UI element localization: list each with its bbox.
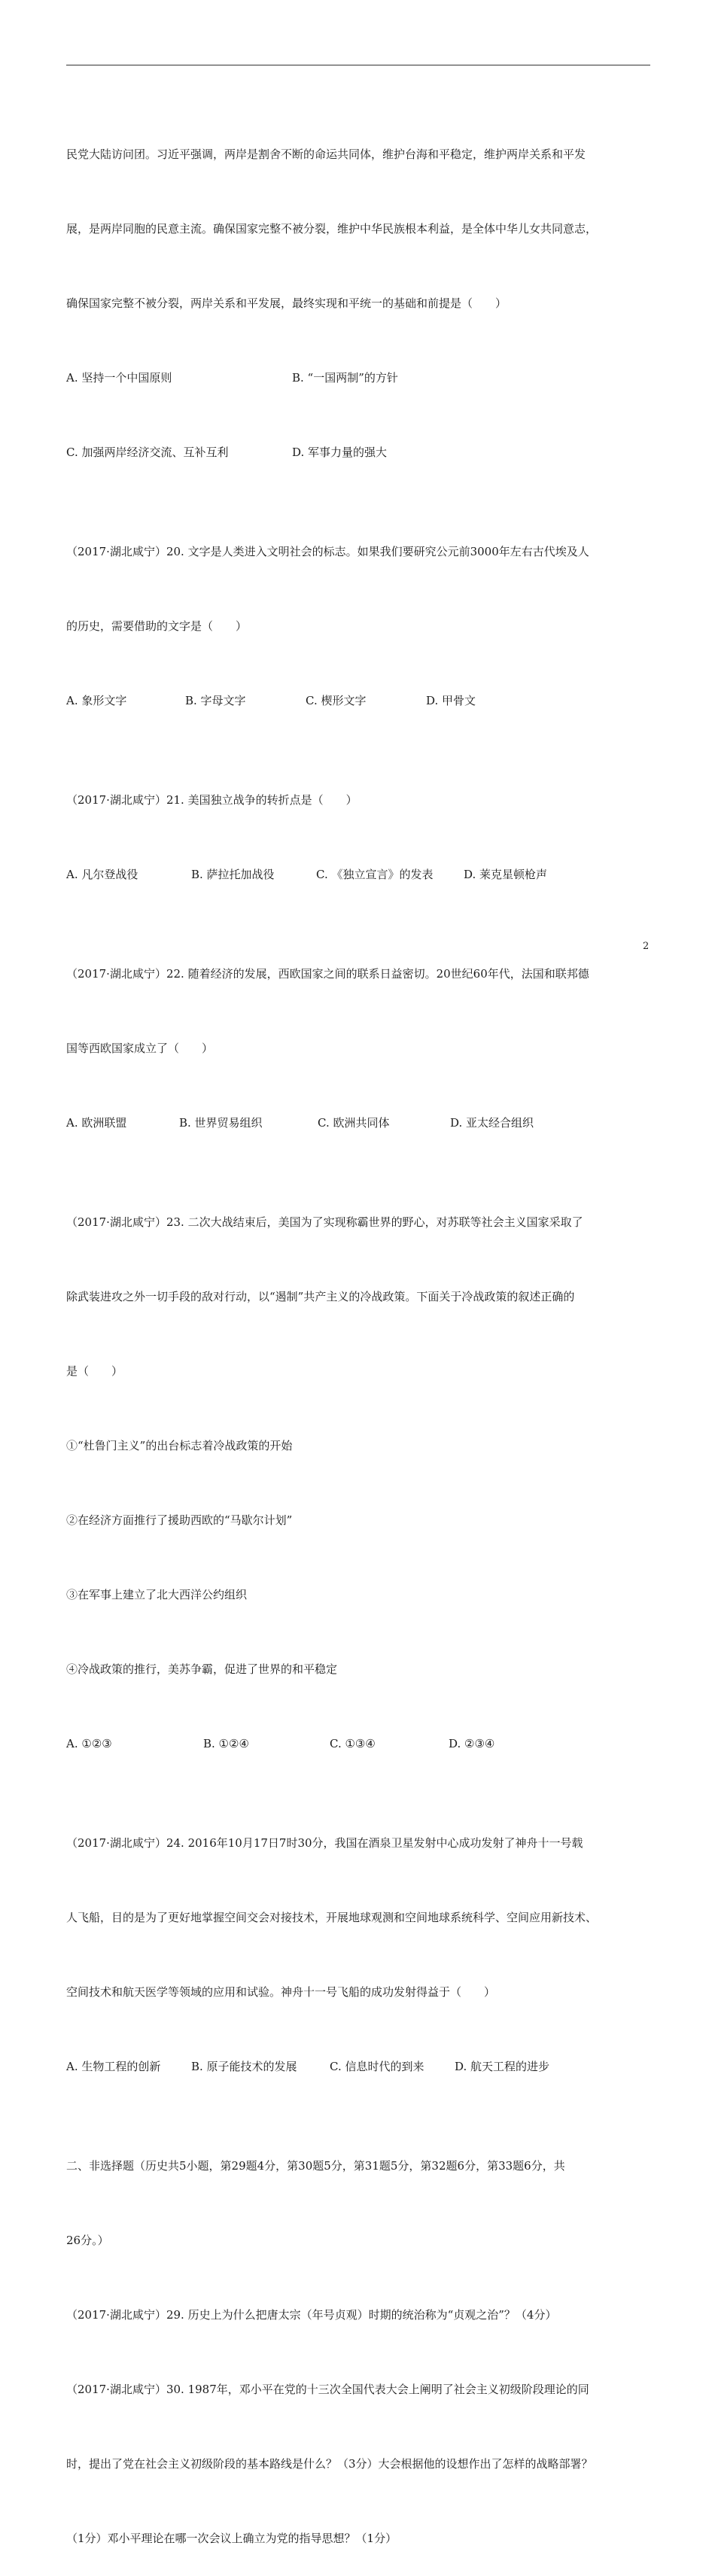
q22-options — [66, 1111, 661, 1136]
question-21: （2017·湖北咸宁）21. 美国独立战争的转折点是（ ） — [66, 793, 358, 807]
option: B. 原子能技术的发展 — [191, 2060, 297, 2073]
statement-2: ②在经济方面推行了援助西欧的“马歇尔计划” — [66, 1513, 293, 1527]
text-line: 是（ ） — [66, 1364, 123, 1378]
question-20: （2017·湖北咸宁）20. 文字是人类进入文明社会的标志。如果我们要研究公元前3000年左右古代埃及人 — [66, 545, 589, 558]
question-30: （2017·湖北咸宁）30. 1987年，邓小平在党的十三次全国代表大会上阐明了社会主义初级阶段理论的同 — [66, 2383, 589, 2396]
q23-options — [66, 1732, 661, 1756]
question-23: （2017·湖北咸宁）23. 二次大战结束后，美国为了实现称霸世界的野心，对苏联等社会主义国家采取了 — [66, 1215, 583, 1229]
option: D. ②③④ — [449, 1737, 495, 1750]
text-line: 民党大陆访问团。习近平强调，两岸是割舍不断的命运共同体，维护台海和平稳定，维护两岸关系和平发 — [66, 148, 586, 161]
option: D. 甲骨文 — [426, 694, 476, 707]
page-content — [66, 93, 661, 2576]
option: C. 加强两岸经济交流、互补互利 — [66, 446, 229, 459]
option: C. 信息时代的到来 — [330, 2060, 424, 2073]
statement-4: ④冷战政策的推行，美苏争霸，促进了世界的和平稳定 — [66, 1662, 338, 1676]
statement-1: ①“杜鲁门主义”的出台标志着冷战政策的开始 — [66, 1439, 293, 1452]
text-line: 确保国家完整不被分裂，两岸关系和平发展，最终实现和平统一的基础和前提是（ ） — [66, 297, 507, 310]
page-number: 2 — [643, 941, 650, 952]
option: B. 萨拉托加战役 — [191, 868, 275, 881]
option: B. 世界贸易组织 — [179, 1116, 263, 1130]
option: A. 欧洲联盟 — [66, 1116, 127, 1130]
question-29: （2017·湖北咸宁）29. 历史上为什么把唐太宗（年号贞观）时期的统治称为“贞观之治”？（4分） — [66, 2308, 557, 2322]
text-line: 国等西欧国家成立了（ ） — [66, 1042, 214, 1055]
text-line: 除武装进攻之外一切手段的敌对行动，以“遏制”共产主义的冷战政策。下面关于冷战政策的叙述正确的 — [66, 1290, 575, 1303]
option: B. 字母文字 — [185, 694, 246, 707]
question-24: （2017·湖北咸宁）24. 2016年10月17日7时30分，我国在酒泉卫星发射中心成功发射了神舟十一号载 — [66, 1836, 583, 1850]
option: D. 亚太经合组织 — [450, 1116, 534, 1130]
text-line: 展，是两岸同胞的民意主流。确保国家完整不被分裂，维护中华民族根本利益，是全体中华儿女共同意志， — [66, 222, 598, 236]
text-line: 空间技术和航天医学等领域的应用和试验。神舟十一号飞船的成功发射得益于（ ） — [66, 1985, 496, 1999]
option: A. 象形文字 — [66, 694, 127, 707]
text-line: 的历史，需要借助的文字是（ ） — [66, 619, 248, 633]
option: C. ①③④ — [330, 1737, 376, 1750]
text-line: 人飞船，目的是为了更好地掌握空间交会对接技术，开展地球观测和空间地球系统科学、空间应用新技术、 — [66, 1911, 598, 1924]
q20-options — [66, 689, 661, 713]
option: B. “一国两制”的方针 — [292, 371, 398, 385]
option: B. ①②④ — [203, 1737, 249, 1750]
text-line: 26分。） — [66, 2234, 109, 2247]
text-line: 时，提出了党在社会主义初级阶段的基本路线是什么？（3分）大会根据他的设想作出了怎样的战略部署？ — [66, 2457, 593, 2471]
section-2-heading: 二、非选择题（历史共5小题，第29题4分，第30题5分，第31题5分，第32题6分，第33题6分，共 — [66, 2159, 565, 2173]
q21-options — [66, 862, 661, 887]
option: C. 《独立宣言》的发表 — [316, 868, 434, 881]
question-22: （2017·湖北咸宁）22. 随着经济的发展，西欧国家之间的联系日益密切。20世纪60年代，法国和联邦德 — [66, 967, 589, 981]
q19-options-row-2 — [66, 440, 661, 465]
option: C. 楔形文字 — [306, 694, 367, 707]
option: A. 坚持一个中国原则 — [66, 371, 172, 385]
option: D. 莱克星顿枪声 — [464, 868, 548, 881]
option: A. 生物工程的创新 — [66, 2060, 161, 2073]
option: A. ①②③ — [66, 1737, 112, 1750]
option: D. 航天工程的进步 — [455, 2060, 550, 2073]
q24-options — [66, 2054, 661, 2079]
option: D. 军事力量的强大 — [292, 446, 388, 459]
option: A. 凡尔登战役 — [66, 868, 138, 881]
q19-options-row-1 — [66, 366, 661, 391]
text-line: （1分）邓小平理论在哪一次会议上确立为党的指导思想？（1分） — [66, 2532, 397, 2545]
statement-3: ③在军事上建立了北大西洋公约组织 — [66, 1588, 248, 1601]
option: C. 欧洲共同体 — [318, 1116, 390, 1130]
